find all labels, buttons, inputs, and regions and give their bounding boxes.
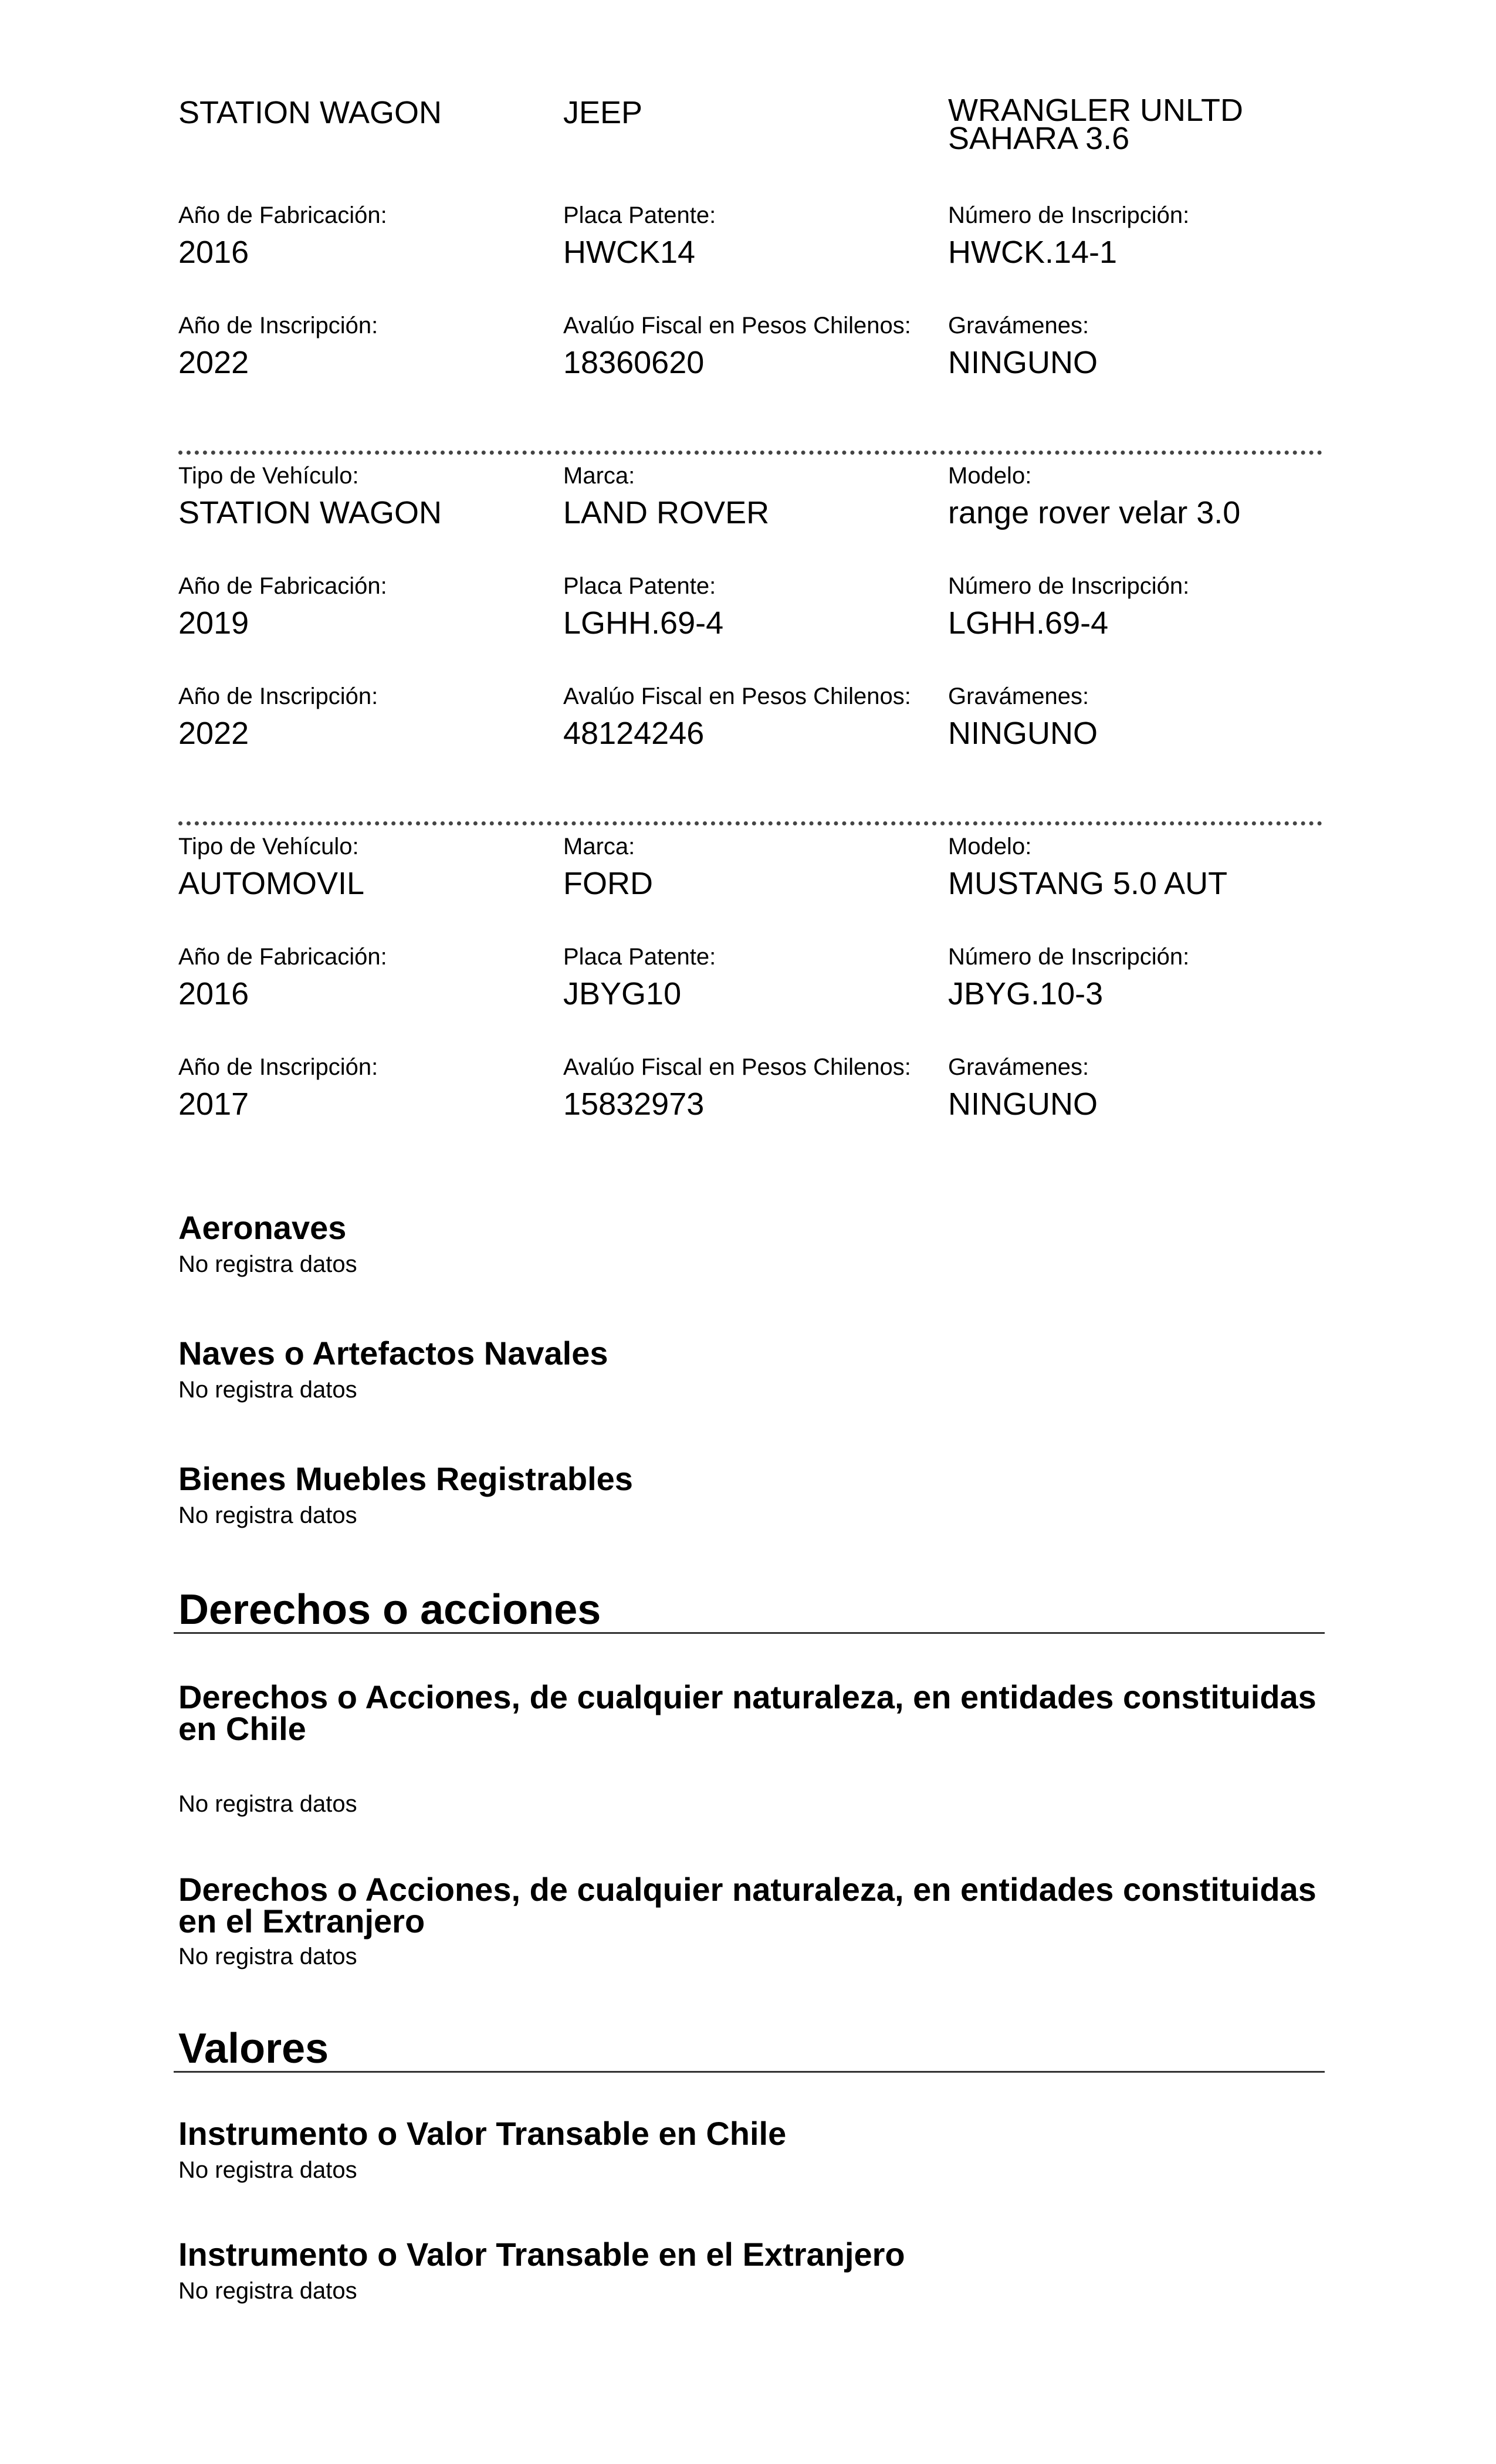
section-title-derechos: Derechos o acciones (178, 1586, 601, 1633)
year-registration: 2017 (178, 1087, 249, 1122)
year-registration-label: Año de Inscripción: (178, 313, 378, 339)
fiscal-value: 15832973 (563, 1087, 705, 1122)
vehicle-brand-label: Marca: (563, 834, 635, 859)
section-rule (174, 2071, 1325, 2073)
vehicle-brand: JEEP (563, 95, 643, 130)
aeronaves-heading: Aeronaves (178, 1209, 347, 1246)
year-registration: 2022 (178, 345, 249, 380)
liens-label: Gravámenes: (948, 313, 1089, 339)
registration-number-label: Número de Inscripción: (948, 573, 1190, 599)
year-registration: 2022 (178, 716, 249, 751)
derechos-chile-heading: Derechos o Acciones, de cualquier naturaleza, en entidades constituidas en Chile (178, 1678, 1316, 1747)
vehicle-model: range rover velar 3.0 (948, 495, 1241, 530)
bienes-heading: Bienes Muebles Registrables (178, 1460, 633, 1497)
year-manufacture-label: Año de Fabricación: (178, 944, 387, 970)
year-manufacture: 2016 (178, 976, 249, 1011)
year-manufacture-label: Año de Fabricación: (178, 573, 387, 599)
vehicle-type: STATION WAGON (178, 495, 442, 530)
derechos-chile-note: No registra datos (178, 1791, 357, 1817)
fiscal-value: 48124246 (563, 716, 705, 751)
registration-number: HWCK.14-1 (948, 235, 1118, 270)
vehicle-brand: LAND ROVER (563, 495, 770, 530)
fiscal-value-label: Avalúo Fiscal en Pesos Chilenos: (563, 683, 911, 709)
valores-chile-note: No registra datos (178, 2157, 357, 2183)
year-registration-label: Año de Inscripción: (178, 1054, 378, 1080)
liens: NINGUNO (948, 716, 1098, 751)
vehicle-model-label: Modelo: (948, 463, 1032, 489)
dotted-separator (178, 821, 1322, 825)
vehicle-brand-label: Marca: (563, 463, 635, 489)
vehicle-model: MUSTANG 5.0 AUT (948, 866, 1228, 901)
bienes-note: No registra datos (178, 1502, 357, 1528)
section-title-valores: Valores (178, 2025, 329, 2072)
valores-chile-heading: Instrumento o Valor Transable en Chile (178, 2115, 787, 2152)
vehicle-type-label: Tipo de Vehículo: (178, 463, 359, 489)
dotted-separator (178, 451, 1322, 455)
naves-note: No registra datos (178, 1377, 357, 1403)
vehicle-type-label: Tipo de Vehículo: (178, 834, 359, 859)
vehicle-model: WRANGLER UNLTD SAHARA 3.6 (948, 93, 1244, 156)
liens-label: Gravámenes: (948, 683, 1089, 709)
derechos-extranjero-heading: Derechos o Acciones, de cualquier naturaleza, en entidades constituidas en el Extranjero (178, 1871, 1316, 1940)
liens: NINGUNO (948, 1087, 1098, 1122)
plate-label: Placa Patente: (563, 573, 716, 599)
derechos-extranjero-note: No registra datos (178, 1944, 357, 1969)
vehicle-brand: FORD (563, 866, 653, 901)
plate: HWCK14 (563, 235, 696, 270)
registration-number-label: Número de Inscripción: (948, 202, 1190, 228)
plate-label: Placa Patente: (563, 944, 716, 970)
plate: JBYG10 (563, 976, 682, 1011)
liens: NINGUNO (948, 345, 1098, 380)
naves-heading: Naves o Artefactos Navales (178, 1335, 608, 1372)
year-manufacture: 2016 (178, 235, 249, 270)
fiscal-value: 18360620 (563, 345, 705, 380)
aeronaves-note: No registra datos (178, 1251, 357, 1277)
fiscal-value-label: Avalúo Fiscal en Pesos Chilenos: (563, 1054, 911, 1080)
registration-number: JBYG.10-3 (948, 976, 1104, 1011)
year-manufacture: 2019 (178, 605, 249, 641)
vehicle-type: STATION WAGON (178, 95, 442, 130)
year-registration-label: Año de Inscripción: (178, 683, 378, 709)
plate-label: Placa Patente: (563, 202, 716, 228)
vehicle-type: AUTOMOVIL (178, 866, 365, 901)
year-manufacture-label: Año de Fabricación: (178, 202, 387, 228)
registration-number-label: Número de Inscripción: (948, 944, 1190, 970)
section-rule (174, 1632, 1325, 1634)
registration-number: LGHH.69-4 (948, 605, 1109, 641)
valores-extranjero-heading: Instrumento o Valor Transable en el Extranjero (178, 2236, 905, 2273)
valores-extranjero-note: No registra datos (178, 2278, 357, 2304)
plate: LGHH.69-4 (563, 605, 724, 641)
liens-label: Gravámenes: (948, 1054, 1089, 1080)
fiscal-value-label: Avalúo Fiscal en Pesos Chilenos: (563, 313, 911, 339)
vehicle-model-label: Modelo: (948, 834, 1032, 859)
